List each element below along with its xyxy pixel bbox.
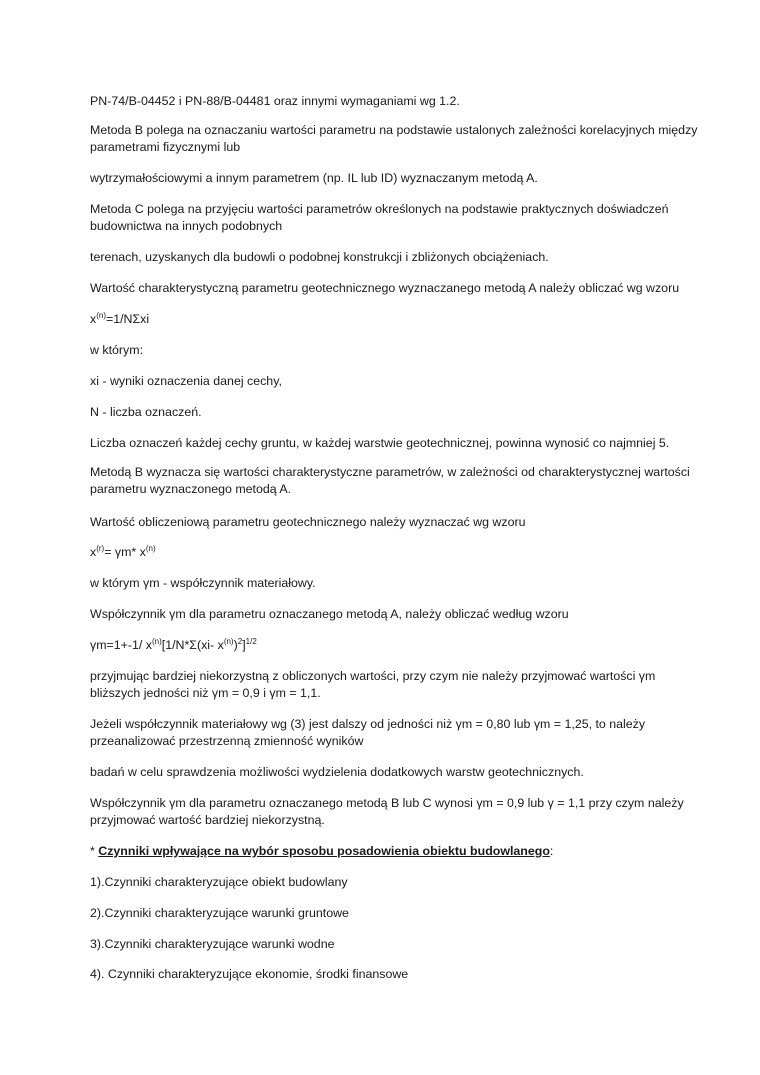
paragraph-method-b-cont: wytrzymałościowymi a innym parametrem (np. IL lub ID) wyznaczanym metodą A. (90, 171, 538, 185)
paragraph-method-b-line1: Metoda B polega na oznaczaniu wartości parametru na podstawie ustalonych zależności korelacyjnych między (90, 123, 698, 137)
paragraph-gamma-method-a: Współczynnik γm dla parametru oznaczanego metodą A, należy obliczać według wzoru (90, 607, 569, 621)
paragraph-characteristic-value: Wartość charakterystyczną parametru geotechnicznego wyznaczanego metodą A należy obliczać wg wzoru (90, 281, 680, 295)
paragraph-n-definition: N - liczba oznaczeń. (90, 405, 202, 419)
paragraph-method-b-values-line2: parametru wyznaczonego metodą A. (90, 482, 292, 496)
paragraph-method-c-line2: budownictwa na innych podobnych (90, 219, 283, 233)
paragraph-gamma-method-bc-line2: przyjmować wartość bardziej niekorzystną. (90, 813, 325, 827)
paragraph-method-c-line1: Metoda C polega na przyjęciu wartości parametrów określonych na podstawie praktycznych doświadczeń (90, 202, 669, 216)
formula-design-value: $x^{(r)}= \gamma m*$ $x^{(n)}$ (90, 544, 156, 559)
paragraph-material-coefficient: w którym γm - współczynnik materiałowy. (90, 576, 316, 590)
paragraph-xi-definition: xi - wyniki oznaczenia danej cechy, (90, 374, 282, 388)
paragraph-method-c-cont: terenach, uzyskanych dla budowli o podobnej konstrukcji i zbliżonych obciążeniach. (90, 250, 549, 264)
formula-gamma: γm=1+-1/ $x^{(n)}[1/N*\Sigma(xi-$ $x^{(n)})^2]^{1/2}$ (90, 637, 257, 652)
paragraph-number-of-tests: Liczba oznaczeń każdej cechy gruntu, w każdej warstwie geotechnicznej, powinna wynosić co najmniej 5. (90, 436, 670, 450)
formula-characteristic: $x^{(n)}=1$/NΣxi (90, 311, 150, 326)
paragraph-gamma-method-bc-line1: Współczynnik γm dla parametru oznaczanego metodą B lub C wynosi γm = 0,9 lub γ = 1,1 przy czym należy (90, 796, 684, 810)
section-heading: * Czynniki wpływające na wybór sposobu posadowienia obiektu budowlanego: (90, 844, 554, 858)
paragraph-method-b-line2: parametrami fizycznymi lub (90, 140, 241, 154)
paragraph-method-b-values-line1: Metodą B wyznacza się wartości charakterystyczne parametrów, w zależności od charakterystycznej wartości (90, 465, 690, 479)
section-heading-title: Czynniki wpływające na wybór sposobu posadowienia obiektu budowlanego (98, 844, 550, 858)
factor-item: 4). Czynniki charakteryzujące ekonomie, środki finansowe (90, 967, 409, 981)
paragraph-standards: PN-74/B-04452 i PN-88/B-04481 oraz innymi wymaganiami wg 1.2. (90, 94, 460, 108)
paragraph-variability-line1: Jeżeli współczynnik materiałowy wg (3) jest dalszy od jedności niż γm = 0,80 lub γm = 1,25, to należy (90, 717, 646, 731)
paragraph-unfavourable-line1: przyjmując bardziej niekorzystną z obliczonych wartości, przy czym nie należy przyjmować wartości γm (90, 669, 656, 683)
factor-item: 2).Czynniki charakteryzujące warunki gruntowe (90, 906, 349, 920)
paragraph-unfavourable-line2: bliższych jedności niż γm = 0,9 i γm = 1,1. (90, 686, 321, 700)
paragraph-where: w którym: (90, 343, 144, 357)
factor-item: 1).Czynniki charakteryzujące obiekt budowlany (90, 875, 348, 889)
factor-item: 3).Czynniki charakteryzujące warunki wodne (90, 937, 335, 951)
paragraph-design-value: Wartość obliczeniową parametru geotechnicznego należy wyznaczać wg wzoru (90, 515, 526, 529)
paragraph-variability-line2: przeanalizować przestrzenną zmienność wyników (90, 734, 364, 748)
paragraph-layers: badań w celu sprawdzenia możliwości wydzielenia dodatkowych warstw geotechnicznych. (90, 765, 584, 779)
